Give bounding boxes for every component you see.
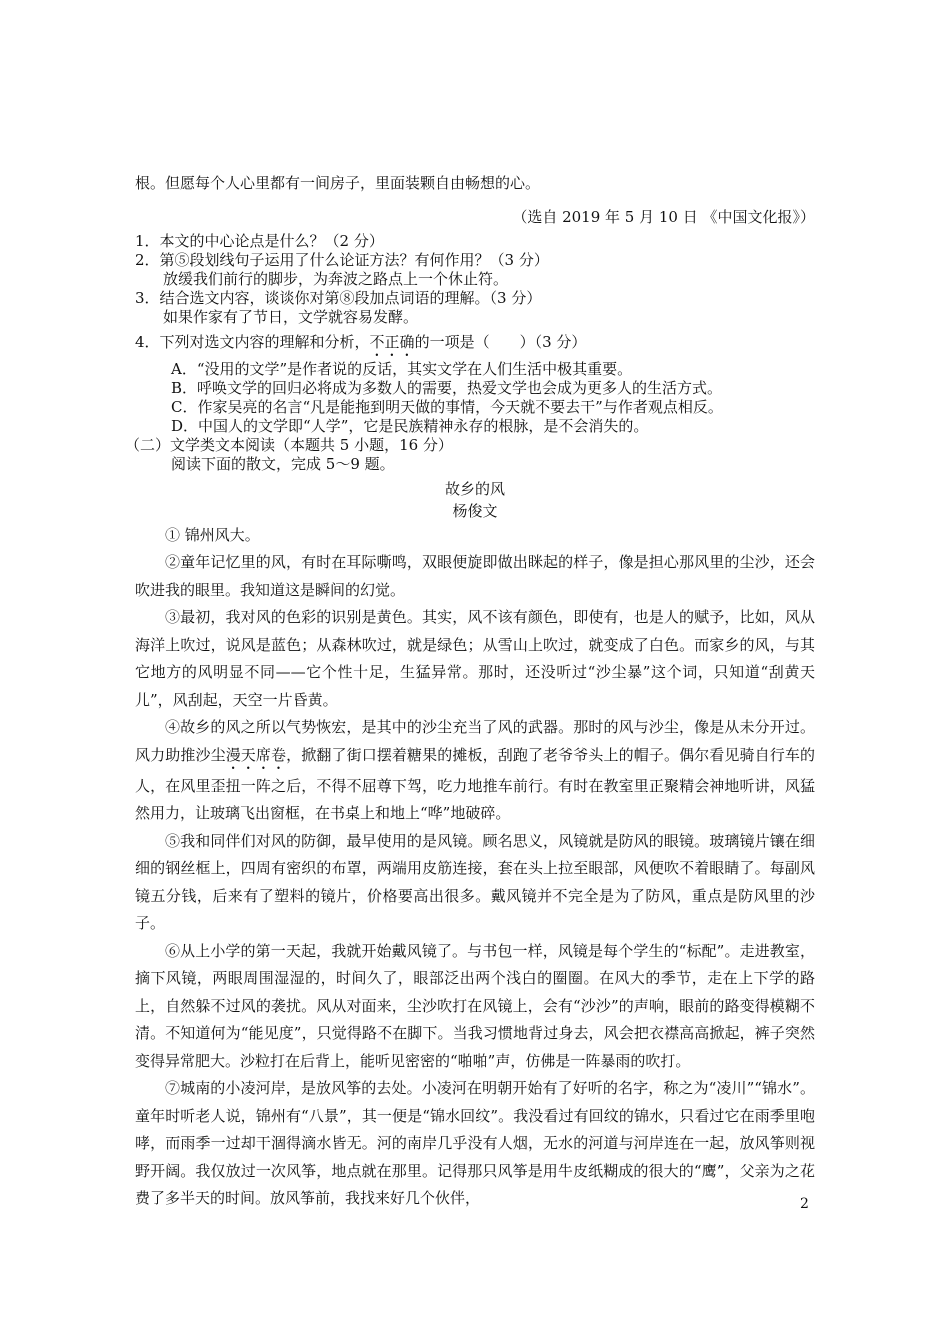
essay-body (135, 522, 815, 1213)
section-heading: （二）文学类文本阅读（本题共 5 小题，16 分） (125, 435, 453, 454)
paragraph-6: ⑥从上小学的第一天起，我就开始戴风镜了。与书包一样，风镜是每个学生的“标配”。走进教室，摘下风镜，两眼周围湿湿的，时间久了，眼部泛出两个浅白的圈圈。在风大的季节，走在上下学的路上，自然躲不过风的袭扰。风从对面来，尘沙吹打在风镜上，会有“沙沙”的声响，眼前的路变得模糊不清。不知道何为“能见度”，只觉得路不在脚下。当我习惯地背过身去，风会把衣襟高高掀起，裤子突然变得异常肥大。沙粒打在后背上，能听见密密的“啪啪”声，仿佛是一阵暴雨的吹打。 (135, 941, 815, 1070)
question-4-prefix: 4．下列对选文内容的理解和分析， (135, 332, 370, 351)
source-citation: （选自 2019 年 5 月 10 日 《中国文化报》） (512, 207, 815, 226)
option-d: D．中国人的文学即“人学”，它是民族精神永存的根脉，是不会消失的。 (171, 416, 649, 435)
question-2-quote: 放缓我们前行的脚步，为奔波之路点上一个休止符。 (163, 269, 509, 288)
paragraph-7: ⑦城南的小凌河岸，是放风筝的去处。小凌河在明朝开始有了好听的名字，称之为“凌川”“锦水”。童年时听老人说，锦州有“八景”，其一便是“锦水回纹”。我没看过有回纹的锦水，只看过它在雨季里咆哮，而雨季一过却干涸得滴水皆无。河的南岸几乎没有人烟，无水的河道与河岸连在一起，放风筝则视野开阔。我仅放过一次风筝，地点就在那里。记得那只风筝是用牛皮纸糊成的很大的“鹰”，父亲为之花费了多半天的时间。放风筝前，我找来好几个伙伴， (135, 1079, 815, 1207)
essay-title: 故乡的风 (444, 479, 505, 498)
paragraph-4-emphasis: 漫天席卷 (225, 745, 287, 764)
question-3-quote: 如果作家有了节日，文学就容易发酵。 (163, 307, 419, 326)
paragraph-4 (135, 714, 815, 828)
page-number: 2 (800, 1196, 809, 1212)
paragraph-5: ⑤我和同伴们对风的防御，最早使用的是风镜。顾名思义，风镜就是防风的眼镜。玻璃镜片镶在细细的钢丝框上，四周有密织的布罩，两端用皮筋连接，套在头上拉至眼部，风便吹不着眼睛了。每副风镜五分钱，后来有了塑料的镜片，价格要高出很多。戴风镜并不完全是为了防风，重点是防风里的沙子。 (135, 831, 815, 932)
section-instruction: 阅读下面的散文，完成 5～9 题。 (171, 454, 395, 473)
question-2: 2．第⑤段划线句子运用了什么论证方法？有何作用？（3 分） (135, 250, 549, 269)
question-list (135, 232, 815, 436)
essay-author: 杨俊文 (452, 501, 498, 520)
paragraph-4-part-a: ④故乡的风之所以气势恢宏，是其中的沙尘充当了风的武器。那时的风与沙尘，像是从未分开过。风力助推沙尘 (135, 718, 815, 764)
paragraph-4-part-b: ，掀翻了街口摆着糖果的摊板，刮跑了老爷爷头上的帽子。偶尔看见骑自行车的人，在风里歪扭一阵之后，不得不屈尊下驾，吃力地推车前行。有时在教室里正聚精会神地听讲，风猛然用力，让玻璃飞出窗框，在书桌上和地上“哗”地破碎。 (135, 745, 815, 822)
page-content (125, 170, 815, 1213)
paragraph-1: ① 锦州风大。 (165, 525, 260, 544)
question-1: 1．本文的中心论点是什么？（2 分） (135, 231, 384, 250)
paragraph-3: ③最初，我对风的色彩的识别是黄色。其实，风不该有颜色，即使有，也是人的赋予，比如，风从海洋上吹过，说风是蓝色；从森林吹过，就是绿色；从雪山上吹过，就变成了白色。而家乡的风，与其它地方的风明显不同——它个性十足，生猛异常。那时，还没听过“沙尘暴”这个词，只知道“刮黄天儿”，风刮起，天空一片昏黄。 (135, 608, 815, 709)
continued-text-line: 根。但愿每个人心里都有一间房子，里面装颗自由畅想的心。 (135, 174, 541, 192)
paragraph-2: ②童年记忆里的风，有时在耳际嘶鸣，双眼便旋即做出眯起的样子，像是担心那风里的尘沙，还会吹进我的眼里。我知道这是瞬间的幻觉。 (135, 553, 815, 599)
question-3: 3．结合选文内容，谈谈你对第⑧段加点词语的理解。（3 分） (135, 288, 542, 307)
question-4-emphasis: 不正确 (369, 332, 415, 351)
option-a: A．“没用的文学”是作者说的反话，其实文学在人们生活中极其重要。 (171, 359, 633, 378)
question-4-suffix: 的一项是（ ）（3 分） (414, 332, 587, 351)
option-c: C．作家吴亮的名言“凡是能拖到明天做的事情，今天就不要去干”与作者观点相反。 (171, 397, 723, 416)
question-4 (135, 333, 815, 360)
option-b: B．呼唤文学的回归必将成为多数人的需要，热爱文学也会成为更多人的生活方式。 (171, 378, 723, 397)
